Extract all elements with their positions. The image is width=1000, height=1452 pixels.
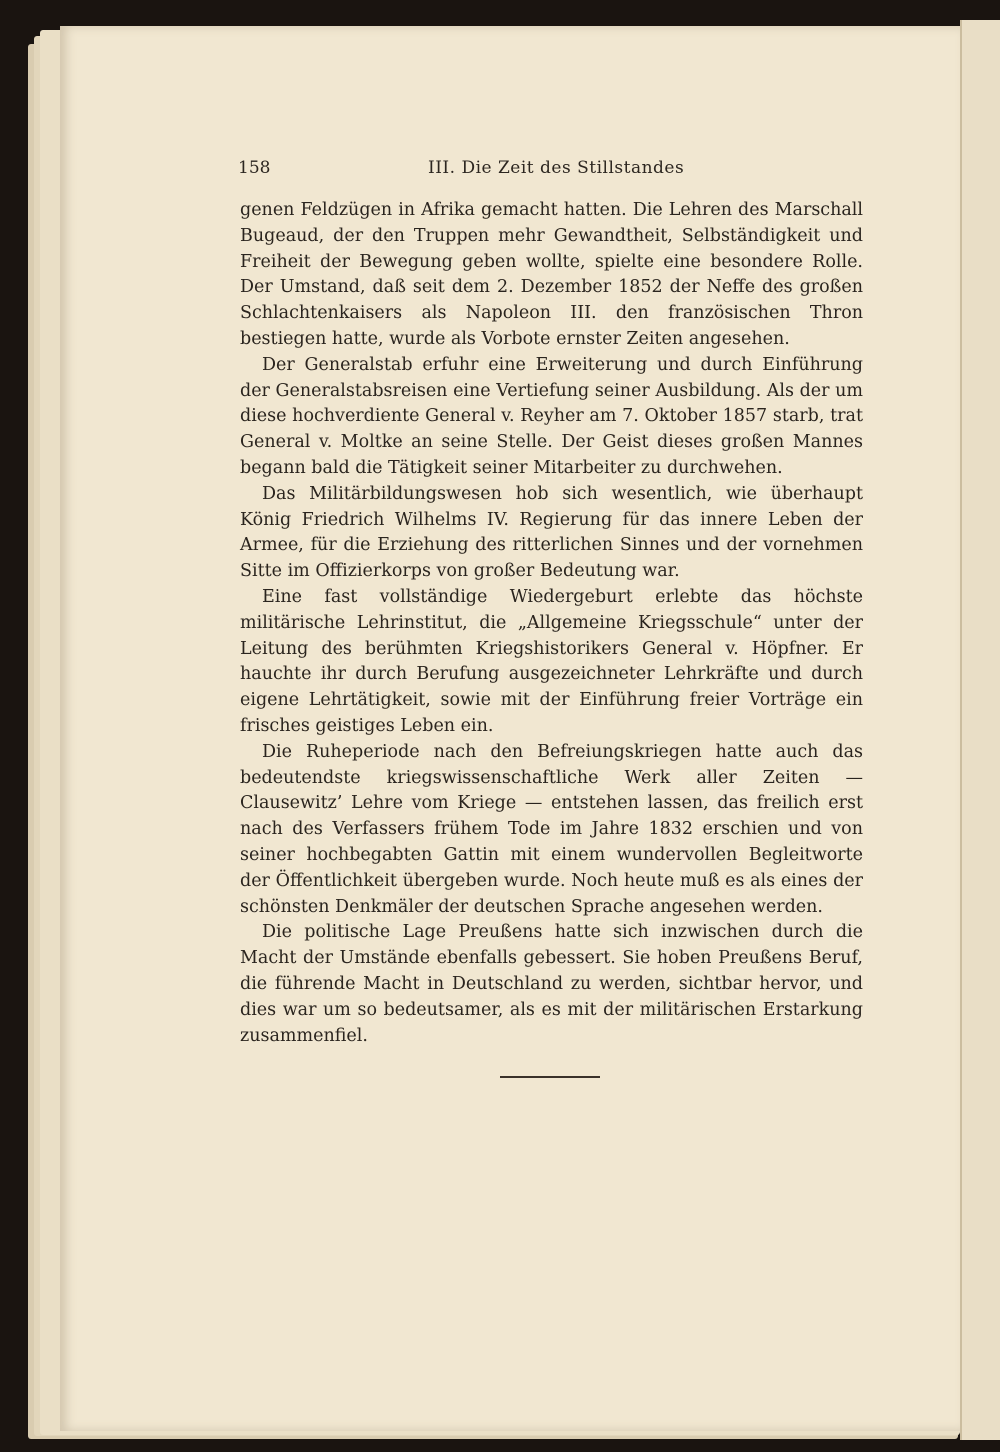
body-text — [240, 198, 863, 1049]
paragraph: Eine fast vollständige Wiedergeburt erlebte das höchste militärische Lehrinstitut, die „Allgemeine Kriegsschule“ unter der Leitung des berühmten Kriegshistorikers General v. Höpfner. Er hauchte ihr durch Berufung ausgezeichneter Lehrkräfte und durch eigene Lehrtätigkeit, sowie mit der Einführung freier Vorträge ein frisches geistiges Leben ein. — [240, 586, 863, 736]
paragraph: Die Ruheperiode nach den Befreiungskriegen hatte auch das bedeutendste kriegswissenschaftliche Werk aller Zeiten — Clausewitz’ Lehre vom Kriege — entstehen lassen, das freilich erst nach des Verfassers frühem Tode im Jahre 1832 erschien und von seiner hochbegabten Gattin mit einem wundervollen Begleitworte der Öffentlichkeit übergeben wurde. Noch heute muß es als eines der schönsten Denkmäler der deutschen Sprache angesehen werden. — [240, 741, 863, 917]
page-header — [238, 158, 868, 188]
facing-page-edge — [960, 20, 1000, 1440]
running-head: III. Die Zeit des Stillstandes — [428, 158, 685, 178]
paragraph: Der Generalstab erfuhr eine Erweiterung und durch Einführung der Generalstabsreisen eine Vertiefung seiner Ausbildung. Als der um diese hochverdiente General v. Reyher am 7. Oktober 1857 starb, trat General v. Moltke an seine Stelle. Der Geist dieses großen Mannes begann bald die Tätigkeit seiner Mitarbeiter zu durchwehen. — [240, 354, 863, 478]
paragraph: Das Militärbildungswesen hob sich wesentlich, wie überhaupt König Friedrich Wilhelms IV. Regierung für das innere Leben der Armee, für die Erziehung des ritterlichen Sinnes und der vornehmen Sitte im Offizierkorps von großer Bedeutung war. — [240, 483, 863, 582]
page-number: 158 — [238, 158, 271, 178]
section-end-rule — [500, 1076, 600, 1078]
paragraph: Die politische Lage Preußens hatte sich inzwischen durch die Macht der Umstände ebenfalls gebessert. Sie hoben Preußens Beruf, die führende Macht in Deutschland zu werden, sichtbar hervor, und dies war um so bedeutsamer, als es mit der militärischen Erstarkung zusammenfiel. — [240, 922, 863, 1046]
paragraph: genen Feldzügen in Afrika gemacht hatten. Die Lehren des Marschall Bugeaud, der den Truppen mehr Gewandtheit, Selbständigkeit und Freiheit der Bewegung geben wollte, spielte eine besondere Rolle. Der Umstand, daß seit dem 2. Dezember 1852 der Neffe des großen Schlachtenkaisers als Napoleon III. den französischen Thron bestiegen hatte, wurde als Vorbote ernster Zeiten angesehen. — [240, 200, 863, 349]
